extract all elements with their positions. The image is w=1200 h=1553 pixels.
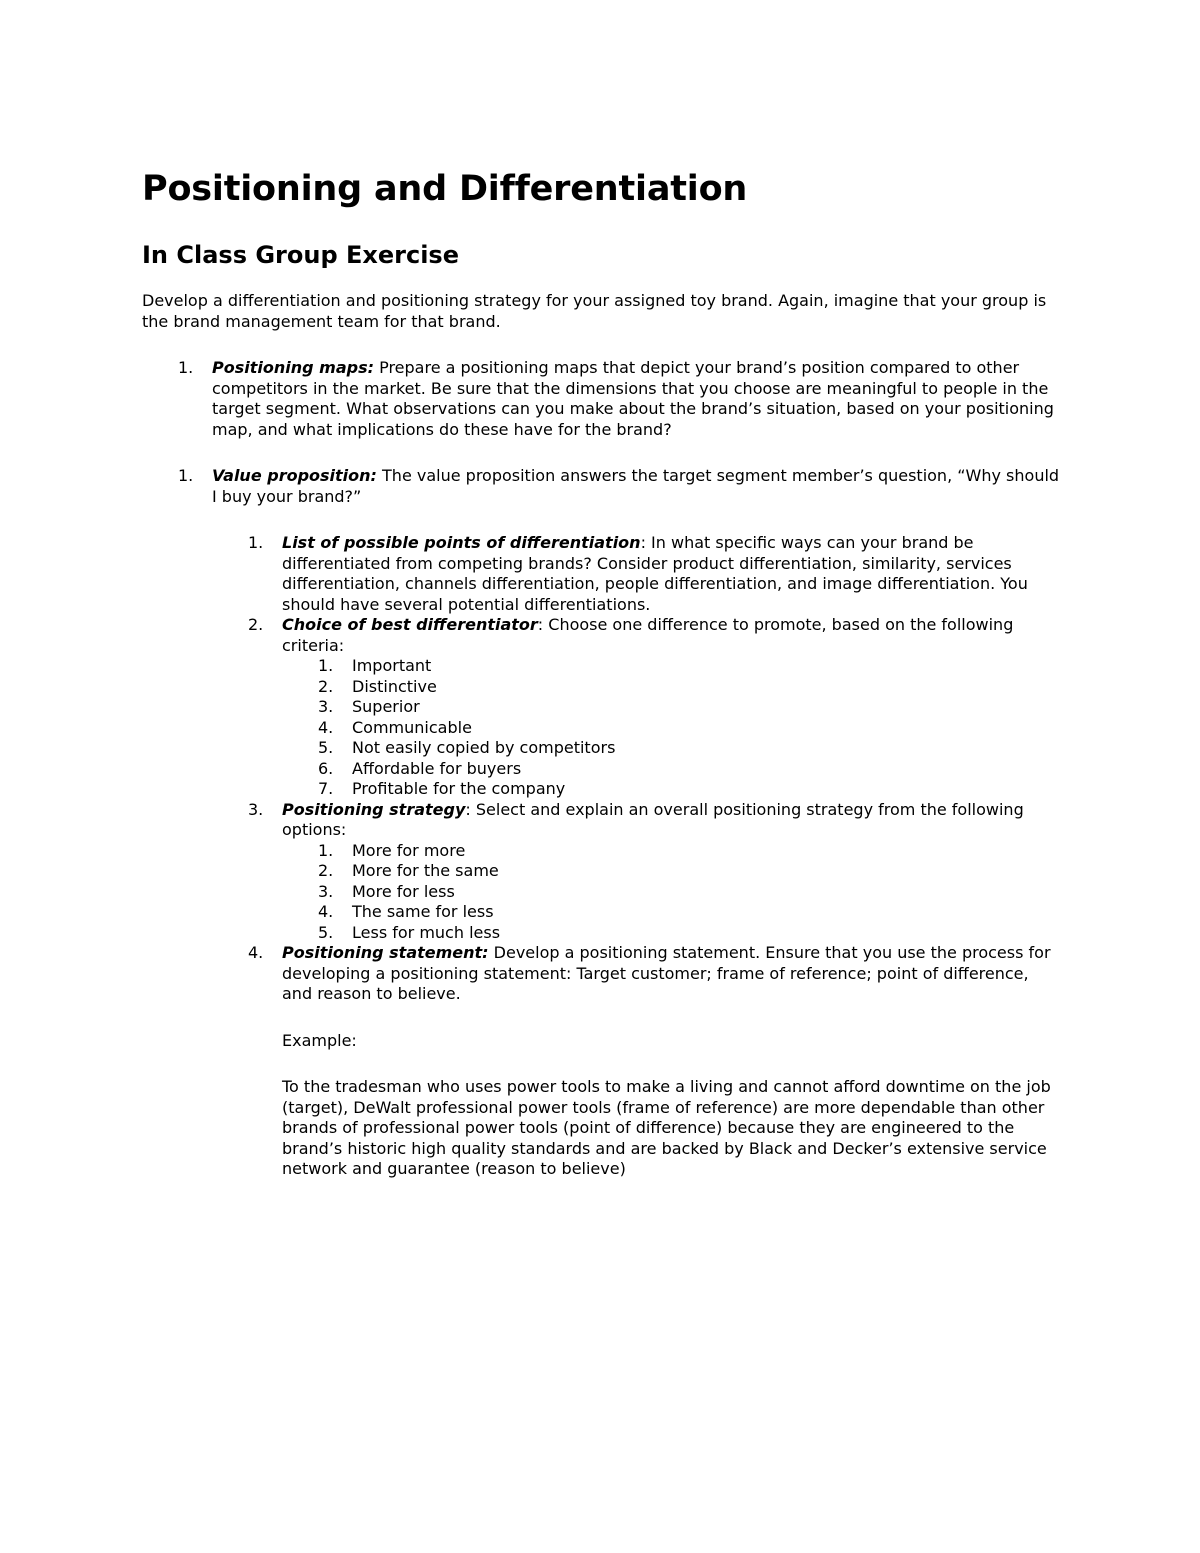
option-item [318,902,1062,923]
list-number: 1. [178,466,194,485]
list-number: 1. [318,656,334,675]
list-number: 2. [248,615,264,634]
list-number: 4. [318,902,334,921]
value-proposition-sublist [212,533,1062,1180]
list-item [248,799,1062,944]
criteria-label: Affordable for buyers [352,758,522,778]
option-item [318,881,1062,903]
list-number: 1. [178,358,194,377]
option-label: Less for much less [352,922,501,942]
list-item [248,533,1062,615]
options-list [282,841,1062,944]
item-term: List of possible points of differentiation [282,533,641,552]
criteria-list [282,656,1062,800]
list-number: 6. [318,758,334,778]
option-item [318,922,1062,944]
section-text: The value proposition answers the target segment member’s question, “Why should I buy your brand?” [212,466,1060,506]
list-number: 5. [318,922,334,942]
list-number: 7. [318,779,334,798]
item-term: Positioning strategy [282,799,466,819]
list-number: 3. [318,697,334,716]
item-term: Positioning statement: [282,943,489,962]
example-label: Example: [282,1030,357,1050]
list-item [248,615,1062,800]
list-number: 5. [318,738,334,757]
criteria-item [318,779,1062,800]
criteria-label: Superior [352,697,420,716]
list-number: 1. [248,533,264,552]
criteria-label: Communicable [352,717,472,737]
list-number: 2. [318,676,334,696]
list-number: 3. [318,881,334,901]
item-text: : Select and explain an overall positioning strategy from the following options: [282,799,1024,839]
section-positioning-maps [178,358,1062,440]
list-number: 4. [318,717,334,737]
option-label: More for more [352,840,466,860]
list-number: 2. [318,861,334,880]
criteria-label: Profitable for the company [352,779,566,798]
criteria-label: Distinctive [352,676,437,696]
criteria-item [318,758,1062,780]
list-number: 1. [318,840,334,860]
item-text: : In what specific ways can your brand be differentiated from competing brands? Consider product differentiation, similarity, services differentiation, channels differentiation, people differentiation, and image differentiation. You should have several potential differentiations. [282,533,1028,614]
section-value-proposition [178,466,1062,1180]
criteria-label: Not easily copied by competitors [352,738,616,757]
section-term: Value proposition: [212,466,377,485]
page-title: Positioning and Differentiation [142,169,748,209]
intro-paragraph: Develop a differentiation and positioning strategy for your assigned toy brand. Again, imagine that your group is the brand management team for that brand. [142,291,1047,331]
page-subtitle: In Class Group Exercise [142,241,459,269]
section-term: Positioning maps: [212,358,374,377]
option-item [318,840,1062,862]
option-item [318,861,1062,882]
list-number: 4. [248,943,264,962]
criteria-item [318,676,1062,698]
list-item [248,943,1062,1180]
criteria-label: Important [352,656,432,675]
option-label: More for less [352,881,455,901]
option-label: More for the same [352,861,499,880]
item-text: : Choose one difference to promote, based on the following criteria: [282,615,1014,655]
section-text: Prepare a positioning maps that depict your brand’s position compared to other competitors in the market. Be sure that the dimensions that you choose are meaningful to people in the target segment. What observations can you make about the brand’s situation, based on your positioning map, and what implications do these have for the brand? [212,358,1054,439]
example-text: To the tradesman who uses power tools to make a living and cannot afford downtime on the job (target), DeWalt professional power tools (frame of reference) are more dependable than other brands of professional power tools (point of difference) because they are engineered to the brand’s historic high quality standards and are backed by Black and Decker’s extensive service network and guarantee (reason to believe) [282,1077,1051,1178]
list-number: 3. [248,799,264,819]
criteria-item [318,697,1062,718]
item-text: Develop a positioning statement. Ensure that you use the process for developing a positioning statement: Target customer; frame of reference; point of difference, and reason to believe. [282,943,1051,1003]
document-page [142,168,1062,1180]
criteria-item [318,738,1062,759]
option-label: The same for less [352,902,494,921]
item-term: Choice of best differentiator [282,615,538,634]
criteria-item [318,717,1062,739]
criteria-item [318,656,1062,677]
